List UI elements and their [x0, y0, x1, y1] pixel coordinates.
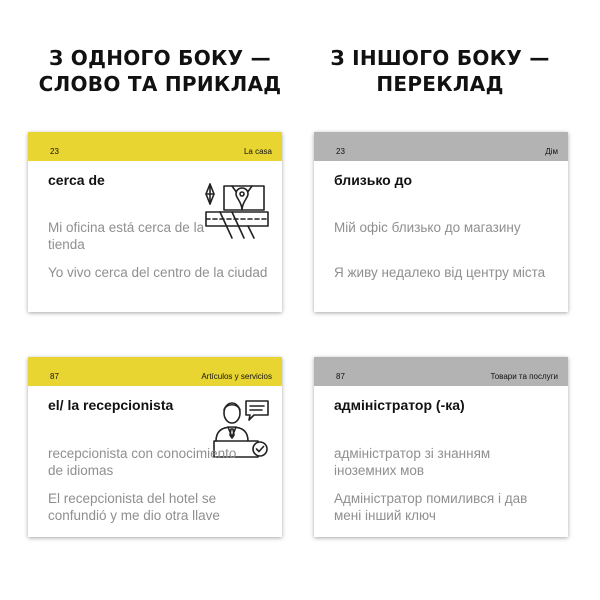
card-number: 23 [336, 147, 345, 156]
card-number: 87 [50, 372, 59, 381]
back-side-heading [310, 45, 570, 97]
card-category: La casa [243, 147, 272, 156]
card-category: Artículos y servicios [201, 372, 272, 381]
front-side-heading [30, 45, 290, 97]
card-header-bar [28, 357, 282, 386]
map-location-icon [202, 180, 272, 247]
card-word: близько до [334, 172, 413, 188]
card-example-2: El recepcionista del hotel se confundió y me dio otra llave [48, 491, 220, 523]
card-header-bar [314, 132, 568, 161]
card-example-1: адміністратор зі знанням іноземних мов [334, 446, 491, 478]
flashcard-front-2 [28, 357, 282, 537]
card-word: адміністратор (-ка) [334, 397, 465, 413]
card-header-bar [314, 357, 568, 386]
back-heading-line2: ПЕРЕКЛАД [376, 72, 504, 96]
card-number: 87 [336, 372, 345, 381]
front-heading-line1: З ОДНОГО БОКУ — [49, 46, 271, 70]
card-example-2: Yo vivo cerca del centro de la ciudad [48, 265, 268, 280]
back-heading-line1: З ІНШОГО БОКУ — [330, 46, 550, 70]
flashcard-front-1 [28, 132, 282, 312]
card-example-2: Я живу недалеко від центру міста [334, 265, 546, 280]
card-category: Дім [545, 147, 558, 156]
flashcard-back-2 [314, 357, 568, 537]
card-example-2: Адміністратор помилився і дав мені інший ключ [334, 491, 528, 523]
card-category: Товари та послуги [490, 372, 558, 381]
card-example-1: Мій офіс близько до магазину [334, 220, 521, 235]
card-example-1: Mi oficina está cerca de la tienda [48, 220, 205, 252]
front-heading-line2: СЛОВО ТА ПРИКЛАД [38, 72, 282, 96]
card-example-1: recepcionista con conocimiento de idiomas [48, 446, 237, 478]
card-header-bar [28, 132, 282, 161]
flashcard-back-1 [314, 132, 568, 312]
card-word: cerca de [48, 172, 105, 188]
card-number: 23 [50, 147, 59, 156]
card-word: el/ la recepcionista [48, 397, 174, 413]
